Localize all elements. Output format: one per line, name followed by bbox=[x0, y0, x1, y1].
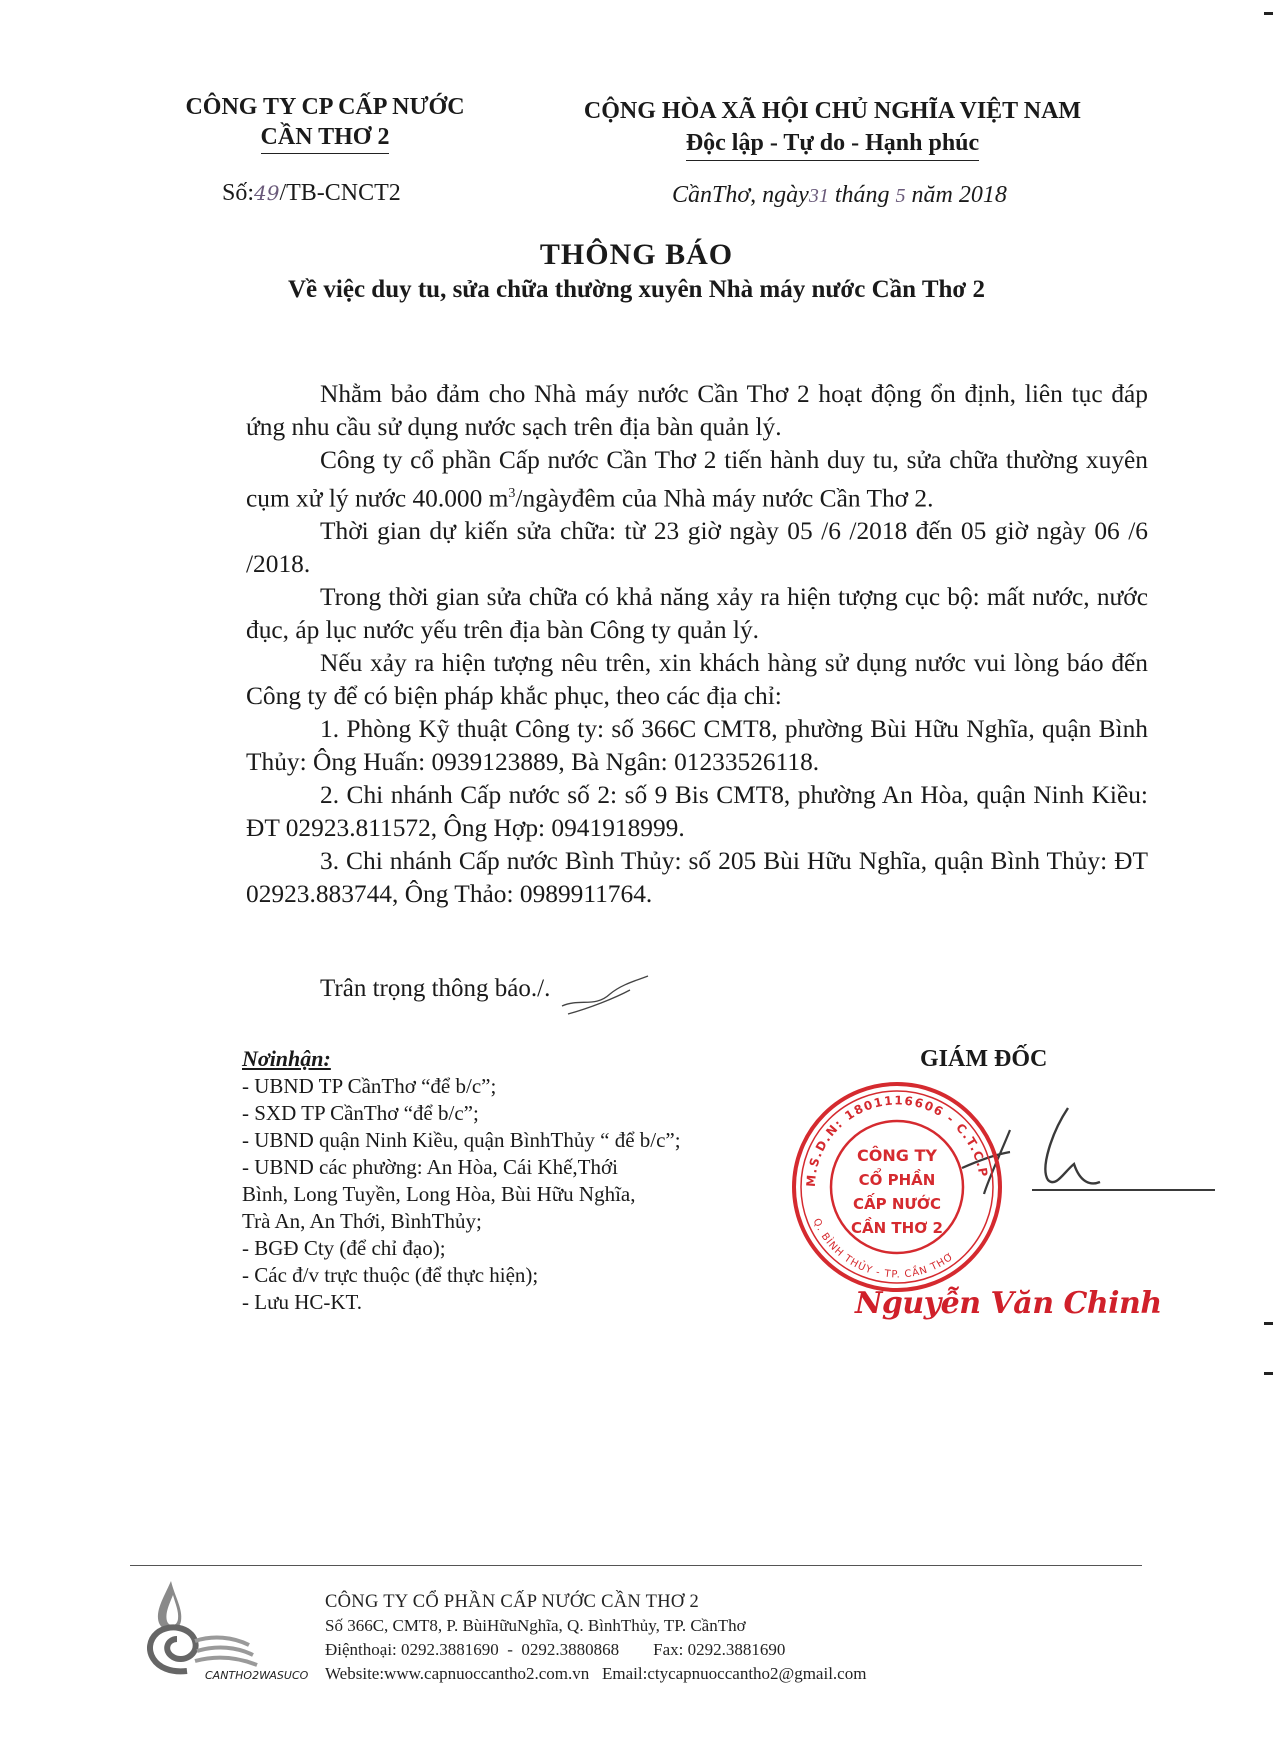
paragraph-contact-intro: Nếu xảy ra hiện tượng nêu trên, xin khách hàng sử dụng nước vui lòng báo đến Công ty để có biện pháp khắc phục, theo các địa chỉ: bbox=[246, 649, 1148, 711]
recipient-item: - Lưu HC-KT. bbox=[242, 1290, 363, 1314]
svg-text:CỔ PHẦN: CỔ PHẦN bbox=[858, 1171, 936, 1189]
footer-address: Số 366C, CMT8, P. BùiHữuNghĩa, Q. BìnhThủy, TP. CầnThơ bbox=[325, 1616, 746, 1635]
company-name-line2: CẦN THƠ 2 bbox=[150, 122, 500, 154]
contact-item-1: 1. Phòng Kỹ thuật Công ty: số 366C CMT8, phường Bùi Hữu Nghĩa, quận Bình Thủy: Ông Huấn: 0939123889, Bà Ngân: 01233526118. bbox=[246, 715, 1148, 777]
notice-body bbox=[246, 378, 1148, 911]
document-title: THÔNG BÁO bbox=[539, 238, 734, 271]
svg-text:CÔNG TY: CÔNG TY bbox=[857, 1146, 937, 1165]
recipient-item: - Các đ/v trực thuộc (để thực hiện); bbox=[242, 1263, 539, 1287]
recipient-item: Bình, Long Tuyền, Long Hòa, Bùi Hữu Nghĩa, bbox=[242, 1182, 636, 1206]
document-date: CầnThơ, ngày31 tháng 5 năm 2018 bbox=[672, 182, 1007, 208]
date-month-handwritten: 5 bbox=[895, 185, 906, 207]
footer-company-info bbox=[325, 1590, 866, 1686]
footer-company-name: CÔNG TY CỔ PHẦN CẤP NƯỚC CẦN THƠ 2 bbox=[325, 1592, 700, 1612]
paragraph-impact: Trong thời gian sửa chữa có khả năng xảy ra hiện tượng cục bộ: mất nước, nước đục, áp lục nước yếu trên địa bàn Công ty quản lý. bbox=[246, 583, 1148, 645]
national-motto: Độc lập - Tự do - Hạnh phúc bbox=[545, 127, 1120, 161]
contact-item-2: 2. Chi nhánh Cấp nước số 2: số 9 Bis CMT8, phường An Hòa, quận Ninh Kiều: ĐT 02923.811572, Ông Hợp: 0941918999. bbox=[246, 781, 1148, 843]
svg-text:CẦN THƠ 2: CẦN THƠ 2 bbox=[851, 1219, 943, 1237]
date-day-handwritten: 31 bbox=[808, 185, 829, 207]
document-subtitle: Về việc duy tu, sửa chữa thường xuyên Nhà máy nước Cần Thơ 2 bbox=[288, 276, 985, 303]
country-name: CỘNG HÒA XÃ HỘI CHỦ NGHĨA VIỆT NAM bbox=[583, 98, 1082, 124]
national-header bbox=[545, 95, 1120, 161]
recipients-title: Nơinhận: bbox=[242, 1046, 331, 1071]
footer-web-email: Website:www.capnuoccantho2.com.vn Email:ctycapnuoccantho2@gmail.com bbox=[325, 1664, 867, 1683]
svg-text:Q. BÌNH THỦY - TP. CẦN THƠ: Q. BÌNH THỦY - TP. CẦN THƠ bbox=[810, 1216, 957, 1281]
company-name-header bbox=[150, 92, 500, 154]
svg-text:CẤP NƯỚC: CẤP NƯỚC bbox=[852, 1195, 942, 1213]
recipient-item: Trà An, An Thới, BìnhThủy; bbox=[242, 1209, 482, 1233]
initials-paraph-icon bbox=[560, 968, 650, 1018]
recipients-list bbox=[242, 1073, 782, 1316]
signer-name: Nguyễn Văn Chinh bbox=[855, 1286, 1162, 1321]
signer-title: GIÁM ĐỐC bbox=[920, 1046, 1048, 1072]
recipient-item: - SXD TP CầnThơ “để b/c”; bbox=[242, 1101, 479, 1125]
paragraph-maintenance: Công ty cổ phần Cấp nước Cần Thơ 2 tiến hành duy tu, sửa chữa thường xuyên cụm xử lý nước 40.000 $m^3$/ngàyđêm của Nhà máy nước Cần Thơ 2. bbox=[246, 446, 1148, 513]
company-seal-icon bbox=[785, 1075, 1010, 1300]
company-name-line1: CÔNG TY CP CẤP NƯỚC bbox=[185, 94, 465, 120]
recipient-item: - UBND quận Ninh Kiều, quận BìnhThủy “ để b/c”; bbox=[242, 1128, 681, 1152]
closing-line: Trân trọng thông báo./. bbox=[320, 975, 551, 1002]
recipient-item: - UBND các phường: An Hòa, Cái Khế,Thới bbox=[242, 1155, 618, 1179]
footer-phone-fax: Điệnthoại: 0292.3881690 - 0292.3880868 Fax: 0292.3881690 bbox=[325, 1640, 786, 1659]
svg-text:M.S.D.N: 1801116606 - C.T.C.P: M.S.D.N: 1801116606 - C.T.C.P bbox=[803, 1093, 991, 1188]
scan-mark bbox=[1264, 12, 1273, 15]
scan-mark bbox=[1264, 1372, 1273, 1375]
footer-divider bbox=[130, 1565, 1142, 1566]
recipient-item: - UBND TP CầnThơ “để b/c”; bbox=[242, 1074, 497, 1098]
recipient-item: - BGĐ Cty (để chỉ đạo); bbox=[242, 1236, 446, 1260]
paragraph-purpose: Nhằm bảo đảm cho Nhà máy nước Cần Thơ 2 hoạt động ổn định, liên tục đáp ứng nhu cầu sử dụng nước sạch trên địa bàn quản lý. bbox=[246, 380, 1148, 441]
logo-wordmark: CANTHO2WASUCO bbox=[205, 1669, 309, 1682]
document-number: Số:49/TB-CNCT2 bbox=[222, 180, 401, 206]
document-number-handwritten: 49 bbox=[254, 181, 280, 205]
paragraph-schedule: Thời gian dự kiến sửa chữa: từ 23 giờ ngày 05 /6 /2018 đến 05 giờ ngày 06 /6 /2018. bbox=[246, 517, 1148, 579]
scan-mark bbox=[1264, 1322, 1273, 1325]
contact-item-3: 3. Chi nhánh Cấp nước Bình Thủy: số 205 Bùi Hữu Nghĩa, quận Bình Thủy: ĐT 02923.883744, Ông Thảo: 0989911764. bbox=[246, 847, 1148, 909]
